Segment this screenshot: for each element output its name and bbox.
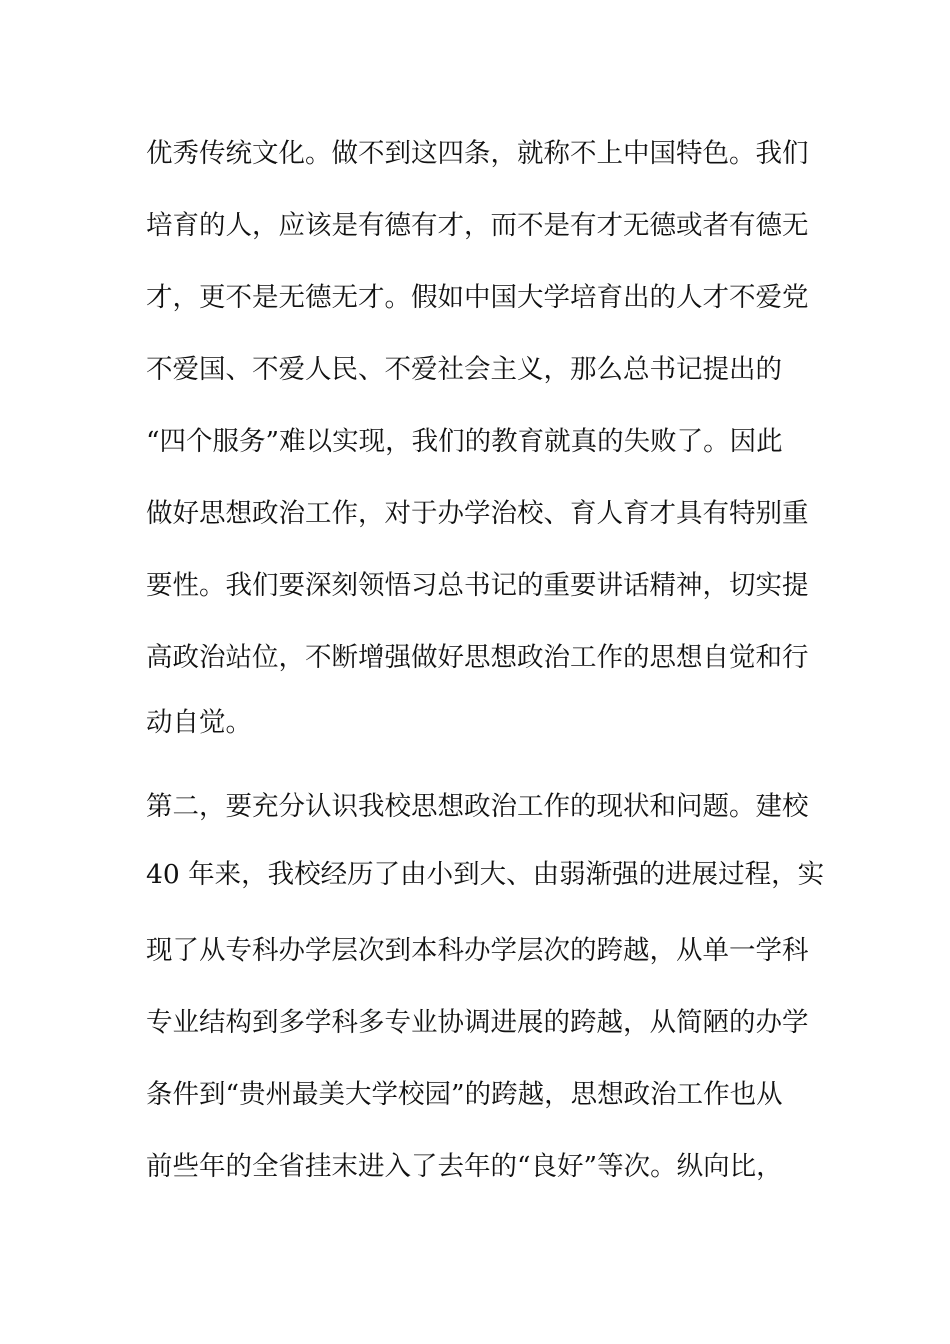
text-line: 不爱国、不爱人民、不爱社会主义，那么总书记提出的	[146, 354, 782, 385]
text-line: 优秀传统文化。做不到这四条，就称不上中国特色。我们	[146, 138, 809, 169]
text-line: 第二，要充分认识我校思想政治工作的现状和问题。建校	[146, 791, 809, 822]
text-line: 培育的人，应该是有德有才，而不是有才无德或者有德无	[146, 210, 809, 241]
text-line: 前些年的全省挂末进入了去年的“良好”等次。纵向比，	[146, 1151, 783, 1182]
text-line: 做好思想政治工作，对于办学治校、育人育才具有特别重	[146, 498, 809, 529]
text-line: 高政治站位，不断增强做好思想政治工作的思想自觉和行	[146, 642, 809, 673]
text-line: 要性。我们要深刻领悟习总书记的重要讲话精神，切实提	[146, 570, 809, 601]
text-line: 条件到“贵州最美大学校园”的跨越，思想政治工作也从	[146, 1079, 783, 1110]
text-line: 才，更不是无德无才。假如中国大学培育出的人才不爱党	[146, 282, 809, 313]
text-line: 现了从专科办学层次到本科办学层次的跨越，从单一学科	[146, 935, 809, 966]
text-line: 40 年来，我校经历了由小到大、由弱渐强的进展过程，实	[146, 859, 825, 890]
text-line: 专业结构到多学科多专业协调进展的跨越，从简陋的办学	[146, 1007, 809, 1038]
text-line: 动自觉。	[146, 707, 252, 738]
text-line: “四个服务”难以实现，我们的教育就真的失败了。因此	[146, 426, 783, 457]
